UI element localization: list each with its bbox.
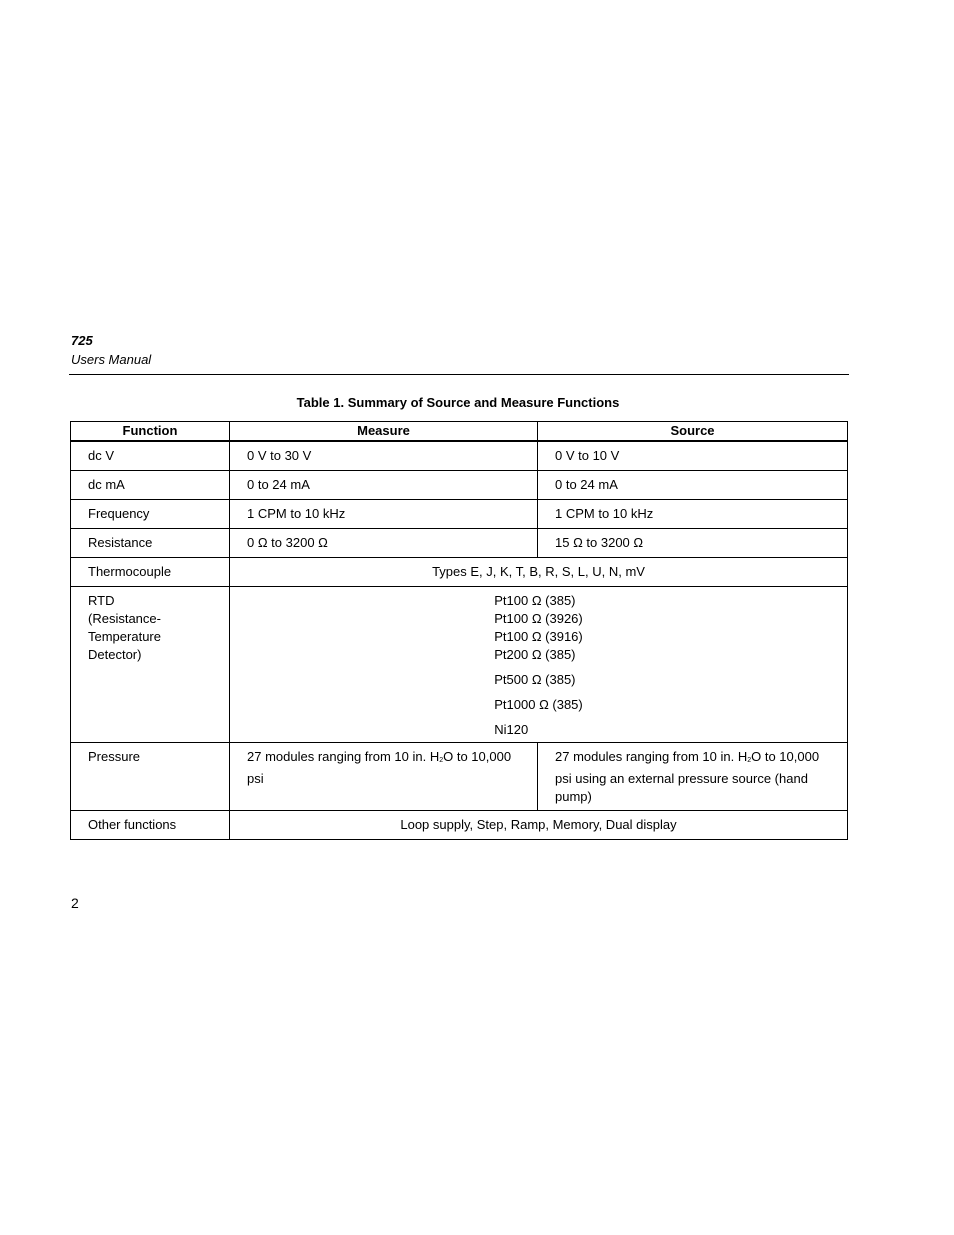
- table-row: [71, 500, 848, 529]
- rtd-function-line: Temperature: [88, 629, 161, 644]
- rtd-type-item: Pt1000 Ω (385): [494, 697, 583, 712]
- source-cell: 15 Ω to 3200 Ω: [538, 529, 848, 558]
- rtd-type-group: [494, 721, 583, 739]
- measure-cell: 1 CPM to 10 kHz: [230, 500, 538, 529]
- rtd-type-group: [494, 671, 583, 689]
- measure-cell: 0 Ω to 3200 Ω: [230, 529, 538, 558]
- column-header-measure: Measure: [230, 422, 538, 442]
- table-header-row: [71, 422, 848, 442]
- rtd-type-item: Ni120: [494, 722, 529, 737]
- function-cell: Resistance: [71, 529, 230, 558]
- rtd-types-cell: [230, 587, 848, 743]
- table-row: [71, 471, 848, 500]
- function-cell: Frequency: [71, 500, 230, 529]
- rtd-type-group: [494, 592, 583, 664]
- measure-cell: [230, 743, 538, 811]
- pressure-source-text-end: O to 10,000 psi using an external pressure source (hand pump): [555, 749, 820, 804]
- table-row-thermocouple: [71, 558, 848, 587]
- functions-table: [70, 421, 848, 840]
- source-cell: 0 V to 10 V: [538, 441, 848, 471]
- rtd-function-line: RTD: [88, 593, 115, 608]
- pressure-measure-text-end: O to 10,000 psi: [247, 749, 512, 786]
- rtd-type-group: [494, 696, 583, 714]
- column-header-function: Function: [71, 422, 230, 442]
- measure-cell: 0 to 24 mA: [230, 471, 538, 500]
- table-row-other: [71, 811, 848, 840]
- rtd-type-list: [494, 592, 583, 739]
- rtd-type-item: Pt500 Ω (385): [494, 672, 576, 687]
- subscript-2: 2: [439, 757, 444, 764]
- function-cell: [71, 587, 230, 743]
- function-cell: Thermocouple: [71, 558, 230, 587]
- subscript-2: 2: [747, 757, 752, 764]
- rtd-function-line: Detector): [88, 647, 142, 662]
- table-row: [71, 441, 848, 471]
- other-functions-cell: Loop supply, Step, Ramp, Memory, Dual display: [230, 811, 848, 840]
- rtd-function-line: (Resistance-: [88, 611, 161, 626]
- function-cell: Other functions: [71, 811, 230, 840]
- source-cell: 0 to 24 mA: [538, 471, 848, 500]
- manual-title: Users Manual: [71, 352, 152, 367]
- header-divider: [69, 374, 849, 375]
- table-row-rtd: [71, 587, 848, 743]
- measure-cell: 0 V to 30 V: [230, 441, 538, 471]
- table-row-pressure: [71, 743, 848, 811]
- function-cell: Pressure: [71, 743, 230, 811]
- rtd-type-item: Pt100 Ω (385): [494, 593, 576, 608]
- manual-model-number: 725: [71, 333, 93, 348]
- thermocouple-types-cell: Types E, J, K, T, B, R, S, L, U, N, mV: [230, 558, 848, 587]
- source-cell: [538, 743, 848, 811]
- pressure-source-text: 27 modules ranging from 10 in. H: [555, 749, 748, 764]
- pressure-measure-text: 27 modules ranging from 10 in. H: [247, 749, 440, 764]
- table-row: [71, 529, 848, 558]
- function-cell: dc mA: [71, 471, 230, 500]
- column-header-source: Source: [538, 422, 848, 442]
- rtd-type-item: Pt100 Ω (3926): [494, 611, 583, 626]
- source-cell: 1 CPM to 10 kHz: [538, 500, 848, 529]
- page-number: 2: [71, 895, 79, 911]
- table-caption: Table 1. Summary of Source and Measure Functions: [296, 395, 620, 410]
- function-cell: dc V: [71, 441, 230, 471]
- rtd-type-item: Pt200 Ω (385): [494, 647, 576, 662]
- rtd-type-item: Pt100 Ω (3916): [494, 629, 583, 644]
